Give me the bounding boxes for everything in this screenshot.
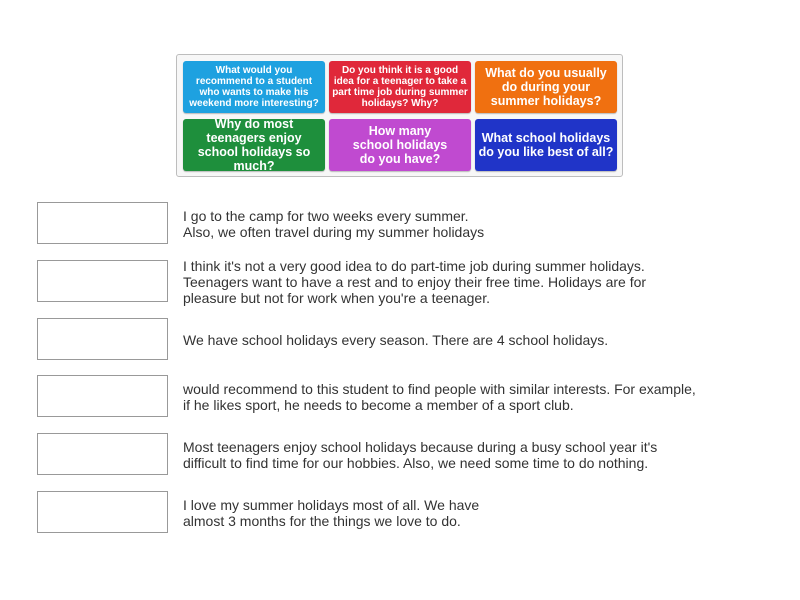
question-card-4[interactable]: Why do most teenagers enjoy school holidays so much? [183,119,325,171]
drop-zone[interactable] [37,318,168,360]
match-row-2 [37,260,717,304]
drop-zone[interactable] [37,491,168,533]
question-card-1[interactable]: What would you recommend to a student who wants to make his weekend more interesting? [183,61,325,113]
question-card-2[interactable]: Do you think it is a good idea for a teenager to take a part time job during summer holidays? Why? [329,61,471,113]
match-row-3 [37,318,717,362]
question-card-3[interactable]: What do you usually do during your summer holidays? [475,61,617,113]
answer-text: We have school holidays every season. There are 4 school holidays. [183,332,609,348]
question-card-5[interactable]: How many school holidays do you have? [329,119,471,171]
answer-text: I go to the camp for two weeks every summer. Also, we often travel during my summer holidays [183,208,485,240]
match-row-6 [37,491,717,535]
answer-text: Most teenagers enjoy school holidays because during a busy school year it's difficult to find time for our hobbies. Also, we need some time to do nothing. [183,439,658,471]
drop-zone[interactable] [37,202,168,244]
drop-zone[interactable] [37,375,168,417]
drop-zone[interactable] [37,260,168,302]
answer-text: I love my summer holidays most of all. We have almost 3 months for the things we love to do. [183,497,480,529]
answer-text: would recommend to this student to find people with similar interests. For example, if he likes sport, he needs to become a member of a sport club. [183,381,696,413]
question-card-6[interactable]: What school holidays do you like best of all? [475,119,617,171]
question-card-panel [176,54,623,177]
match-row-1 [37,202,717,246]
answer-text: I think it's not a very good idea to do part-time job during summer holidays. Teenagers want to have a rest and to enjoy their free time. Holidays are for pleasure but not for work when you're a teenager. [183,258,647,306]
match-row-5 [37,433,717,477]
match-row-4 [37,375,717,419]
drop-zone[interactable] [37,433,168,475]
